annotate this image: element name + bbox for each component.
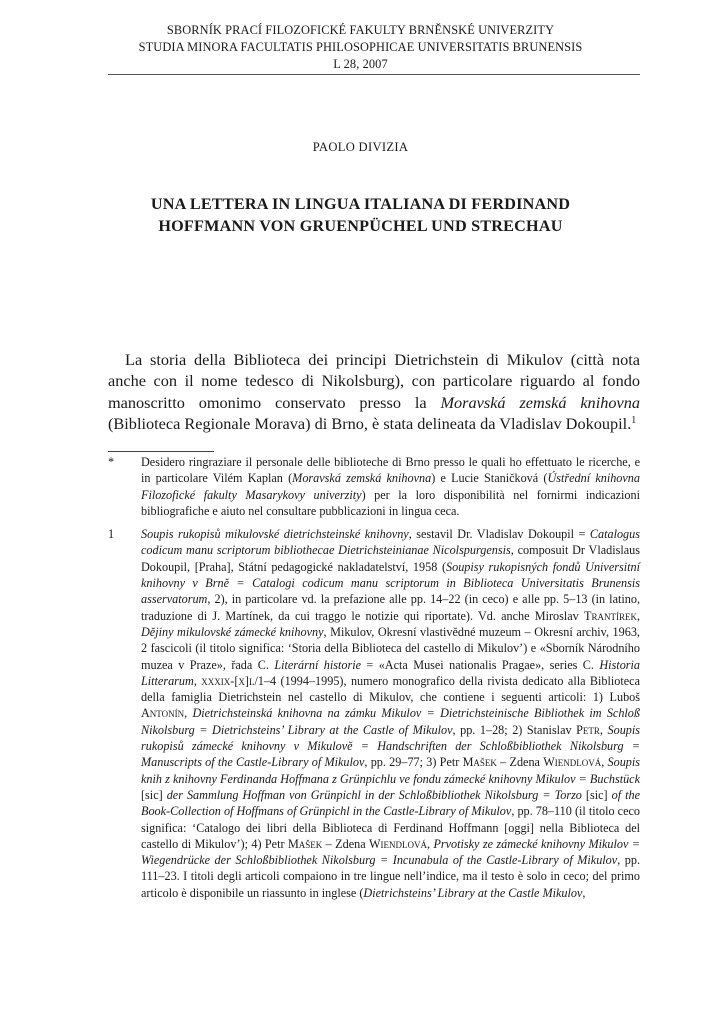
- footnote-mark: 1: [108, 527, 115, 542]
- body-paragraph: [108, 349, 640, 435]
- footnote-text: Soupis rukopisů mikulovské dietrichsteinské knihovny, sestavil Dr. Vladislav Dokoupil = Catalogus codicum manu scriptorum bibliothecae Dietrichsteinianae Nicolspurgensis, composuit Dr Vladislaus Dokoupil, [Praha], Státní pedagogické nakladatelství, 1958 (Soupisy rukopisných fondů Universitní knihovny v Brně = Catalogi codicum manu scriptorum in Biblioteca Universitatis Brunensis asservatorum, 2), in particolare vd. la prefazione alle pp. 14–22 (in ceco) e alle pp. 5–13 (in latino, traduzione di J. Martínek, da cui traggo le notizie qui riportate). Vd. anche Miroslav Trantírek, Dějiny mikulovské zámecké knihovny, Mikulov, Okresní vlastivědné muzeum – Okresní archiv, 1963, 2 fascicoli (il titolo significa: ‘Storia della Biblioteca del castello di Mikulov’) e «Sborník Národního muzea v Praze», řada C. Literární historie = «Acta Musei nationalis Pragae», series C. Historia Litterarum, xxxix-[x]l/1–4 (1994–1995), numero monografico della rivista dedicato alla Biblioteca della famiglia Dietrichstein nel castello di Mikulov, che contiene i seguenti articoli: 1) Luboš Antonín, Dietrichsteinská knihovna na zámku Mikulov = Dietrichsteinische Bibliothek im Schloß Nikolsburg = Dietrichsteins’ Library at the Castle of Mikulov, pp. 1–28; 2) Stanislav Petr, Soupis rukopisů zámecké knihovny v Mikulově = Handschriften der Schloßbibliothek Nikolsburg = Manuscripts of the Castle-Library of Mikulov, pp. 29–77; 3) Petr Mašek – Zdena Wiendlová, Soupis knih z knihovny Ferdinanda Hoffmana z Grünpichlu ve fondu zámecké knihovny Mikulov = Buchstück [sic] der Sammlung Hoffman von Grünpichl in der Schloßbibliothek Nikolsburg = Torzo [sic] of the Book-Collection of Hoffmans of Grünpichl in the Castle-Library of Mikulov, pp. 78–110 (il titolo ceco significa: ‘Catalogo dei libri della Biblioteca di Ferdinand Hoffmann [oggi] nella Biblioteca del castello di Mikulov’); 4) Petr Mašek – Zdena Wiendlová, Prvotisky ze zámecké knihovny Mikulov = Wiegendrücke der Schloßbibliothek Nikolsburg = Incunabula of the Castle-Library of Mikulov, pp. 111–23. I titoli degli articoli compaiono in tre lingue nell’indice, ma il testo è solo in ceco; del primo articolo è disponibile un riassunto in inglese (Dietrichsteins’ Library at the Castle Mikulov,: [141, 527, 641, 900]
- title-line-1: UNA LETTERA IN LINGUA ITALIANA DI FERDINAND: [150, 195, 571, 213]
- journal-name-czech: SBORNÍK PRACÍ FILOZOFICKÉ FAKULTY BRNĚNSKÉ UNIVERZITY: [166, 23, 555, 37]
- journal-volume: L 28, 2007: [333, 57, 388, 71]
- text-run: La storia della Biblioteca dei principi Dietrichstein di Mikulov (città nota anche con il nome tedesco di Nikolsburg), con particolare riguardo al fondo manoscritto omonimo conservato presso la: [108, 350, 640, 412]
- body-text: [108, 349, 640, 435]
- italic-run: Moravská zemská knihovna: [440, 392, 641, 412]
- journal-header: [0, 22, 721, 73]
- footnote-rule: [108, 451, 214, 452]
- footnote-1: [108, 526, 640, 901]
- footnote-mark: *: [108, 455, 115, 469]
- footnote-text: Desidero ringraziare il personale delle biblioteche di Brno presso le quali ho effettuato le ricerche, e in particolare Vilém Kaplan (Moravská zemská knihovna) e Lucie Staničková (Ústřední knihovna Filozofické fakulty Masarykovy univerzity) per la loro disponibilità nel fornirmi indicazioni bibliografiche e aiuto nel consultare pubblicazioni in lingua ceca.: [141, 455, 640, 518]
- text-run: (Biblioteca Regionale Morava) di Brno, è stata delineata da Vladislav Dokoupil.: [108, 414, 632, 434]
- footnote-ref[interactable]: 1: [631, 415, 637, 427]
- footnote-star: [108, 454, 640, 519]
- journal-name-latin: STUDIA MINORA FACULTATIS PHILOSOPHICAE UNIVERSITATIS BRUNENSIS: [138, 40, 583, 54]
- title-line-2: HOFFMANN VON GRUENPÜCHEL UND STRECHAU: [158, 217, 563, 235]
- header-rule: [108, 74, 640, 75]
- article-title: [0, 193, 721, 237]
- author-name: PAOLO DIVIZIA: [312, 140, 409, 154]
- footnotes: [108, 454, 640, 901]
